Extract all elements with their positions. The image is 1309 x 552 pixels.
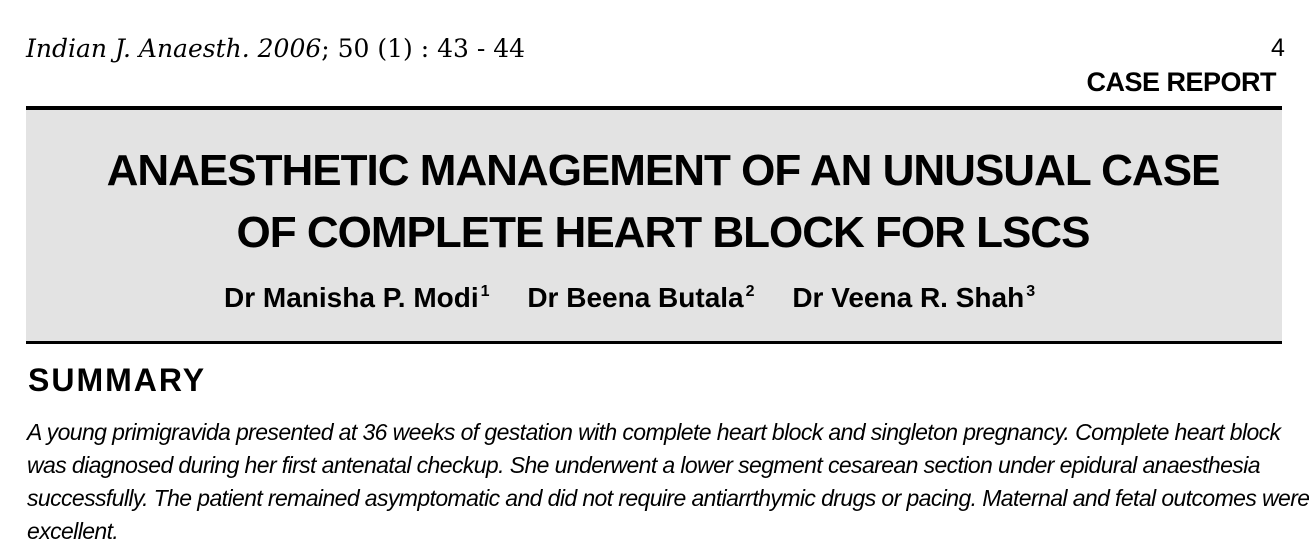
- article-title-line-2: OF COMPLETE HEART BLOCK FOR LSCS: [236, 208, 1090, 257]
- summary-text-line: successfully. The patient remained asymptomatic and did not require antiarrthymic drugs or pacing. Maternal and fetal outcomes were: [27, 485, 1309, 511]
- author-affiliation: 2: [745, 283, 755, 300]
- article-title-line-1: ANAESTHETIC MANAGEMENT OF AN UNUSUAL CASE: [106, 146, 1220, 195]
- author-list: [224, 282, 1065, 314]
- journal-name-year: Indian J. Anaesth. 2006: [26, 34, 322, 63]
- section-label: CASE REPORT: [1086, 67, 1276, 97]
- author-affiliation: 1: [480, 283, 490, 300]
- author-3: [792, 282, 1035, 313]
- summary-heading: SUMMARY: [28, 362, 207, 398]
- summary-text-line: A young primigravida presented at 36 weeks of gestation with complete heart block and singleton pregnancy. Complete heart block: [27, 419, 1281, 445]
- summary-text-line: was diagnosed during her first antenatal checkup. She underwent a lower segment cesarean section under epidural anaesthesia: [27, 452, 1260, 478]
- author-affiliation: 3: [1026, 283, 1036, 300]
- author-name: Dr Veena R. Shah: [792, 282, 1025, 313]
- author-1: [224, 282, 490, 313]
- title-band: [26, 106, 1282, 344]
- author-name: Dr Manisha P. Modi: [224, 282, 479, 313]
- journal-reference: [26, 34, 525, 63]
- author-name: Dr Beena Butala: [527, 282, 744, 313]
- author-2: [527, 282, 754, 313]
- page-number: 4: [1271, 34, 1285, 62]
- journal-volume-pages: ; 50 (1) : 43 - 44: [321, 34, 526, 63]
- summary-text-line: excellent.: [27, 518, 119, 544]
